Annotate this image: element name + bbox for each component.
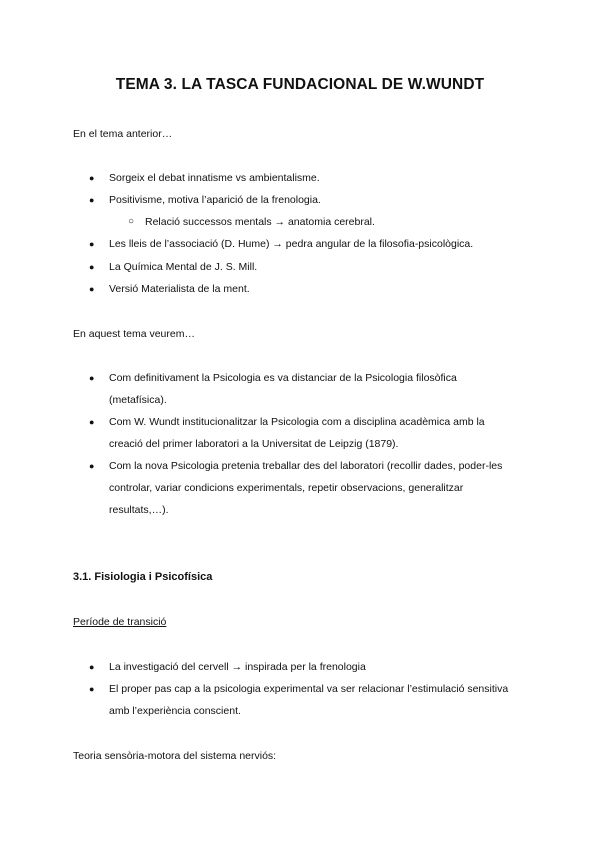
page-title: TEMA 3. LA TASCA FUNDACIONAL DE W.WUNDT [115, 76, 485, 93]
bullet-icon: ● [89, 262, 95, 272]
bullet-icon: ● [89, 173, 95, 183]
subheading: Període de transició [73, 616, 167, 628]
bullet-icon: ● [89, 284, 95, 294]
bullet-icon: ● [89, 684, 95, 694]
bullet-icon: ● [89, 239, 95, 249]
intro-this: En aquest tema veurem… [73, 328, 195, 340]
bullet-icon: ● [89, 373, 95, 383]
final-line: Teoria sensòria-motora del sistema nerviós: [73, 750, 277, 762]
section-heading: 3.1. Fisiologia i Psicofísica [73, 571, 213, 583]
bullet-icon: ● [89, 417, 95, 427]
intro-previous: En el tema anterior… [73, 128, 173, 140]
bullet-icon: ● [89, 461, 95, 471]
hollow-bullet-icon: ○ [128, 216, 135, 227]
bullet-icon: ● [89, 662, 95, 672]
document-page: TEMA 3. LA TASCA FUNDACIONAL DE W.WUNDT En el tema anterior… ● Sorgeix el debat innatisme vs ambientalisme. ● Positivisme, motiva l’aparició de la frenologia. ○ Relació successos mentals → anatomia cerebral. ● Les lleis de l’associació (D. Hume) → pedra angular de la filosofia-psicològica. ● La Química Mental de J. S. Mill. ● Versió Materialista de la ment. En aquest tema veurem… ● Com definitivament la Psicologia es va distanciar de la Psicologia filosòfica (metafísica). ● Com W. Wundt institucionalitzar la Psicologia com a disciplina acadèmica amb la creació del primer laboratori a la Universitat de Leipzig (1879). ● Com la nova Psicologia pretenia treballar des del laboratori (recollir dades, poder-les controlar, variar condicions experimentals, repetir observacions, generalitzar resultats,…). 3.1. Fisiologia i Psicofísica Període de transició ● La investigació del cervell → inspirada per la frenologia ● El proper pas cap a la psicologia experimental va ser relacionar l’estimulació sensitiva amb l’experiència conscient. Teoria sensòria-motora del sistema nerviós: [0, 0, 600, 848]
bullet-icon: ● [89, 195, 95, 205]
